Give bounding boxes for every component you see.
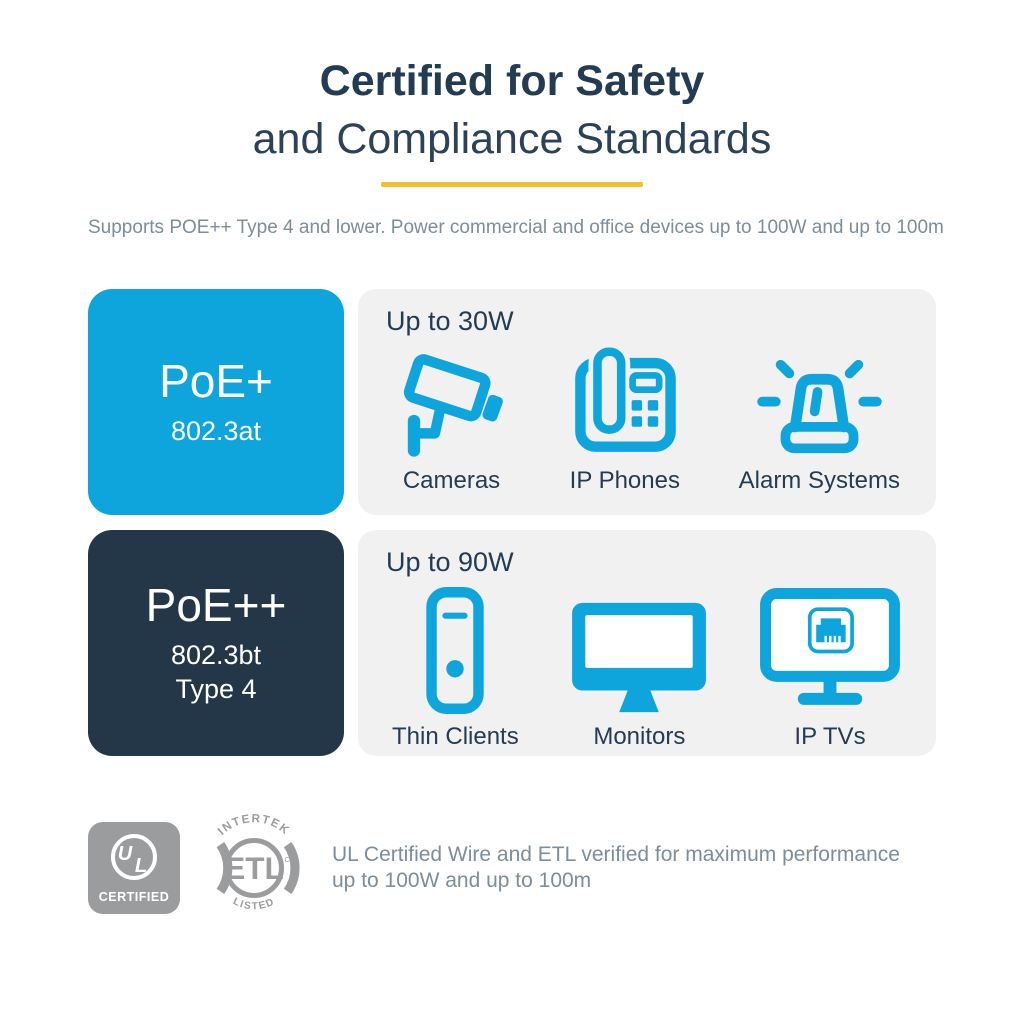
device-label: IP Phones	[569, 467, 680, 494]
type-line: Type 4	[175, 674, 257, 704]
subtitle: Supports POE++ Type 4 and lower. Power commercial and office devices up to 100W and up to 100m	[88, 217, 944, 238]
poe-plus-title: PoE+	[159, 355, 273, 407]
row-poe-plus-plus	[88, 530, 936, 756]
poe-plus-plus-standard	[171, 638, 261, 706]
etl-top-text: INTERTEK	[215, 812, 293, 838]
alarm-siren-icon	[755, 354, 884, 459]
etl-logo-wrap	[198, 812, 310, 924]
device-ip-tvs	[760, 588, 900, 751]
ip-tv-icon	[760, 588, 900, 715]
etl-bottom-text: LISTED	[231, 896, 277, 913]
thin-client-icon	[415, 586, 495, 715]
standard-line: 802.3bt	[170, 640, 262, 670]
ul-letter-u: U	[117, 843, 133, 865]
poe-plus-plus-panel	[358, 530, 936, 756]
device-cameras	[392, 345, 511, 495]
device-label: Cameras	[402, 467, 501, 494]
ul-certified-logo	[88, 822, 180, 914]
header	[88, 0, 944, 239]
ip-phone-icon	[568, 347, 682, 459]
footer-text-line2: up to 100W and up to 100m	[332, 869, 592, 892]
poe-plus-panel-heading: Up to 30W	[386, 306, 514, 336]
footer-text-line1: UL Certified Wire and ETL verified for maximum performance	[332, 843, 900, 866]
svg-text:INTERTEK	[215, 812, 292, 838]
poe-plus-standard: 802.3at	[170, 416, 262, 446]
poe-plus-plus-badge	[88, 530, 344, 756]
device-monitors	[567, 600, 711, 751]
poe-plus-badge	[88, 289, 344, 515]
ul-letter-l: L	[134, 855, 148, 877]
svg-text:LISTED	[231, 896, 277, 912]
device-label: IP TVs	[794, 723, 866, 750]
footer-text	[332, 842, 900, 894]
poe-plus-devices	[386, 345, 906, 495]
infographic	[88, 0, 944, 924]
device-label: Monitors	[593, 723, 686, 750]
poe-plus-plus-panel-heading: Up to 90W	[386, 547, 514, 577]
device-alarm-systems	[739, 354, 900, 495]
poe-rows	[88, 289, 936, 756]
device-thin-clients	[392, 586, 519, 751]
yellow-divider	[381, 182, 643, 187]
page-title-line1: Certified for Safety	[319, 57, 705, 105]
monitor-icon	[567, 600, 711, 715]
etl-center-text: ETL	[224, 850, 284, 887]
ul-certified-label: CERTIFIED	[98, 890, 170, 904]
cctv-camera-icon	[392, 345, 511, 459]
page-title-line2: and Compliance Standards	[252, 115, 772, 163]
poe-plus-plus-devices	[386, 586, 906, 751]
poe-plus-panel	[358, 289, 936, 515]
row-poe-plus	[88, 289, 936, 515]
etl-cm-text: CM	[284, 855, 296, 864]
device-label: Thin Clients	[392, 723, 519, 750]
certification-footer	[88, 812, 936, 924]
device-ip-phones	[568, 347, 682, 495]
etl-intertek-logo	[198, 812, 310, 924]
device-label: Alarm Systems	[738, 467, 900, 494]
poe-plus-plus-title: PoE++	[145, 579, 287, 631]
